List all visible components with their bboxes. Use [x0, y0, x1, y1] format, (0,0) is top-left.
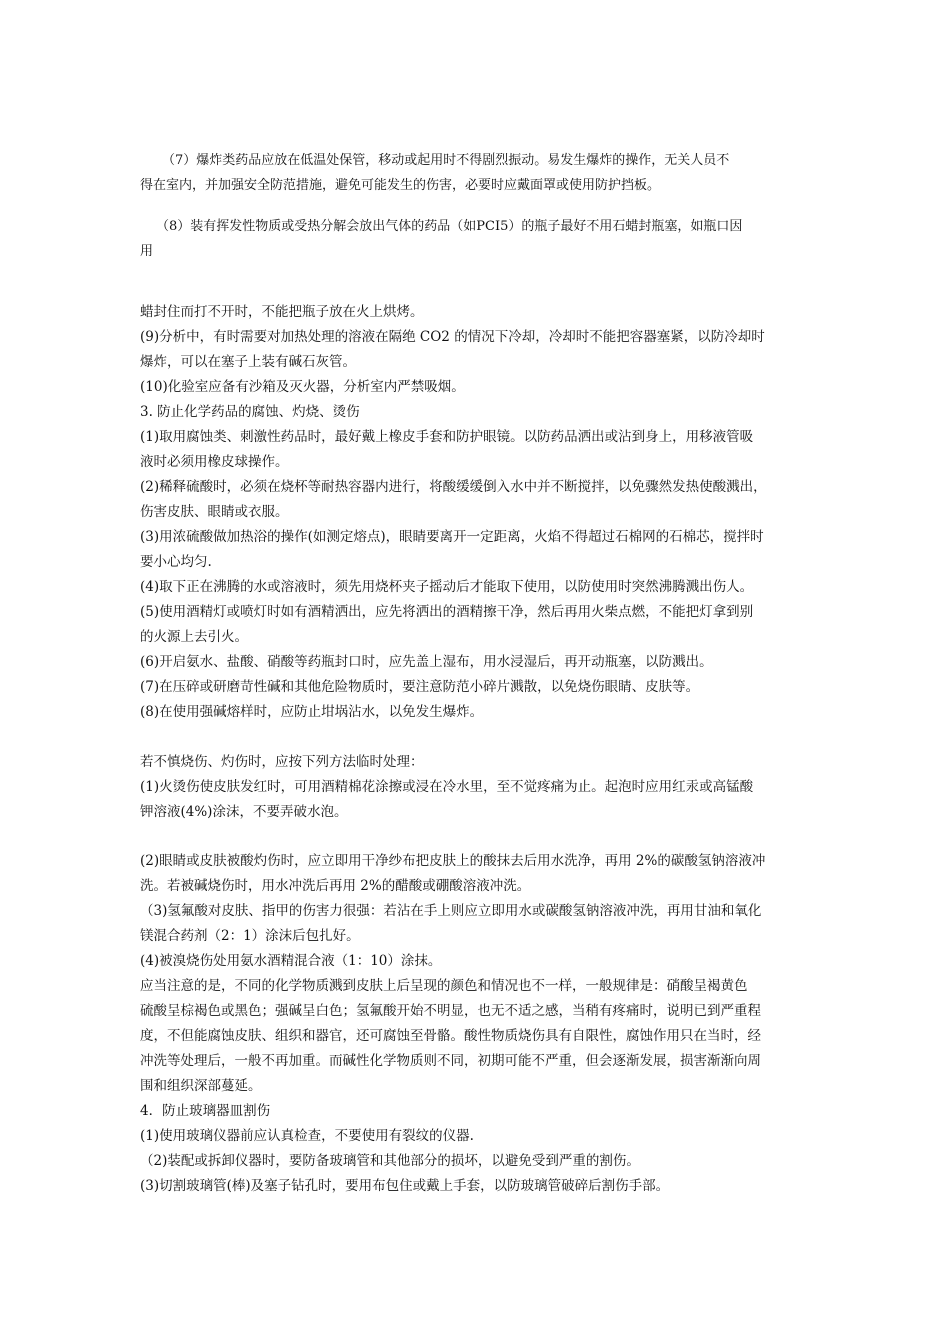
section-heading: 3. 防止化学药品的腐蚀、灼烧、烫伤: [140, 404, 360, 420]
text-line: (7)在压碎或研磨苛性碱和其他危险物质时，要注意防范小碎片溅散，以免烧伤眼睛、皮肤等。: [140, 679, 700, 695]
text-line: 的火源上去引火。: [140, 629, 248, 645]
text-line: (1)使用玻璃仪器前应认真检查，不要使用有裂纹的仪器.: [140, 1128, 474, 1144]
section-heading: 4．防止玻璃器皿割伤: [140, 1103, 271, 1119]
text-line: 冲洗等处理后，一般不再加重。而碱性化学物质则不同，初期可能不严重，但会逐渐发展，损害渐渐向周: [140, 1053, 761, 1069]
text-line: (8)在使用强碱熔样时，应防止坩埚沾水，以免发生爆炸。: [140, 704, 484, 720]
paragraph-explosives: [140, 148, 830, 198]
text-line: （8）装有挥发性物质或受热分解会放出气体的药品（如PCI5）的瓶子最好不用石蜡封瓶塞，如瓶口因: [156, 219, 743, 234]
body-section-1: [140, 300, 830, 725]
text-line: (2)眼睛或皮肤被酸灼伤时，应立即用干净纱布把皮肤上的酸抹去后用水洗净，再用 2%的碳酸氢钠溶液冲: [140, 853, 766, 869]
text-line: （7）爆炸类药品应放在低温处保管，移动或起用时不得剧烈振动。易发生爆炸的操作，无关人员不: [162, 153, 730, 168]
text-line: 液时必须用橡皮球操作。: [140, 454, 289, 470]
text-line: 爆炸，可以在塞子上装有碱石灰管。: [140, 354, 356, 370]
text-line: 得在室内，并加强安全防范措施，避免可能发生的伤害，必要时应戴面罩或使用防护挡板。: [140, 178, 661, 193]
text-line: 钾溶液(4%)涂沫，不要弄破水泡。: [140, 804, 348, 820]
paragraph-volatile: [140, 214, 830, 264]
text-line: (1)取用腐蚀类、刺激性药品时，最好戴上橡皮手套和防护眼镜。以防药品洒出或沾到身上，用移液管吸: [140, 429, 754, 445]
text-line: (4)取下正在沸腾的水或溶液时，须先用烧杯夹子摇动后才能取下使用，以防使用时突然沸腾溅出伤人。: [140, 579, 754, 595]
text-line: （2)装配或拆卸仪器时，要防备玻璃管和其他部分的损坏，以避免受到严重的割伤。: [140, 1153, 640, 1169]
text-line: (6)开启氨水、盐酸、硝酸等药瓶封口时，应先盖上湿布，用水浸湿后，再开动瓶塞，以防溅出。: [140, 654, 713, 670]
text-line: (1)火烫伤使皮肤发红时，可用酒精棉花涂擦或浸在冷水里，至不觉疼痛为止。起泡时应用红汞或高锰酸: [140, 779, 754, 795]
text-line: 洗。若被碱烧伤时，用水冲洗后再用 2%的醋酸或硼酸溶液冲洗。: [140, 878, 531, 894]
text-line: 应当注意的是，不同的化学物质溅到皮肤上后呈现的颜色和情况也不一样，一般规律是：硝酸呈褐黄色: [140, 978, 748, 994]
text-line: 用: [140, 244, 154, 259]
text-line: 伤害皮肤、眼睛或衣服。: [140, 504, 289, 520]
text-line: (3)切割玻璃管(棒)及塞子钻孔时，要用布包住或戴上手套，以防玻璃管破碎后割伤手部。: [140, 1178, 670, 1194]
text-line: (3)用浓硫酸做加热浴的操作(如测定熔点)，眼睛要离开一定距离，火焰不得超过石棉网的石棉芯，搅拌时: [140, 529, 764, 545]
text-line: 蜡封住而打不开时，不能把瓶子放在火上烘烤。: [140, 304, 424, 320]
text-line: (4)被溴烧伤处用氨水酒精混合液（1：10）涂抹。: [140, 953, 442, 969]
text-line: 度，不但能腐蚀皮肤、组织和器官，还可腐蚀至骨骼。酸性物质烧伤具有自限性，腐蚀作用只在当时，经: [140, 1028, 761, 1044]
body-section-2: [140, 750, 830, 825]
text-line: 镁混合药剂（2：1）涂沫后包扎好。: [140, 928, 360, 944]
text-line: 若不慎烧伤、灼伤时，应按下列方法临时处理：: [140, 754, 424, 770]
text-line: (5)使用酒精灯或喷灯时如有酒精洒出，应先将洒出的酒精擦干净，然后再用火柴点燃，不能把灯拿到别: [140, 604, 754, 620]
text-line: (10)化验室应备有沙箱及灭火器，分析室内严禁吸烟。: [140, 379, 465, 395]
text-line: (2)稀释硫酸时，必须在烧杯等耐热容器内进行，将酸缓缓倒入水中并不断搅拌，以免骤然发热使酸溅出，: [140, 479, 767, 495]
text-line: (9)分析中，有时需要对加热处理的溶液在隔绝 CO2 的情况下冷却，冷却时不能把容器塞紧，以防冷却时: [140, 329, 765, 345]
text-line: （3)氢氟酸对皮肤、指甲的伤害力很强：若沾在手上则应立即用水或碳酸氢钠溶液冲洗，再用甘油和氧化: [140, 903, 762, 919]
body-section-3: [140, 849, 830, 1199]
text-line: 围和组织深部蔓延。: [140, 1078, 262, 1094]
text-line: 要小心均匀.: [140, 554, 212, 570]
text-line: 硫酸呈棕褐色或黑色；强碱呈白色；氢氟酸开始不明显，也无不适之感，当稍有疼痛时，说明已到严重程: [140, 1003, 761, 1019]
